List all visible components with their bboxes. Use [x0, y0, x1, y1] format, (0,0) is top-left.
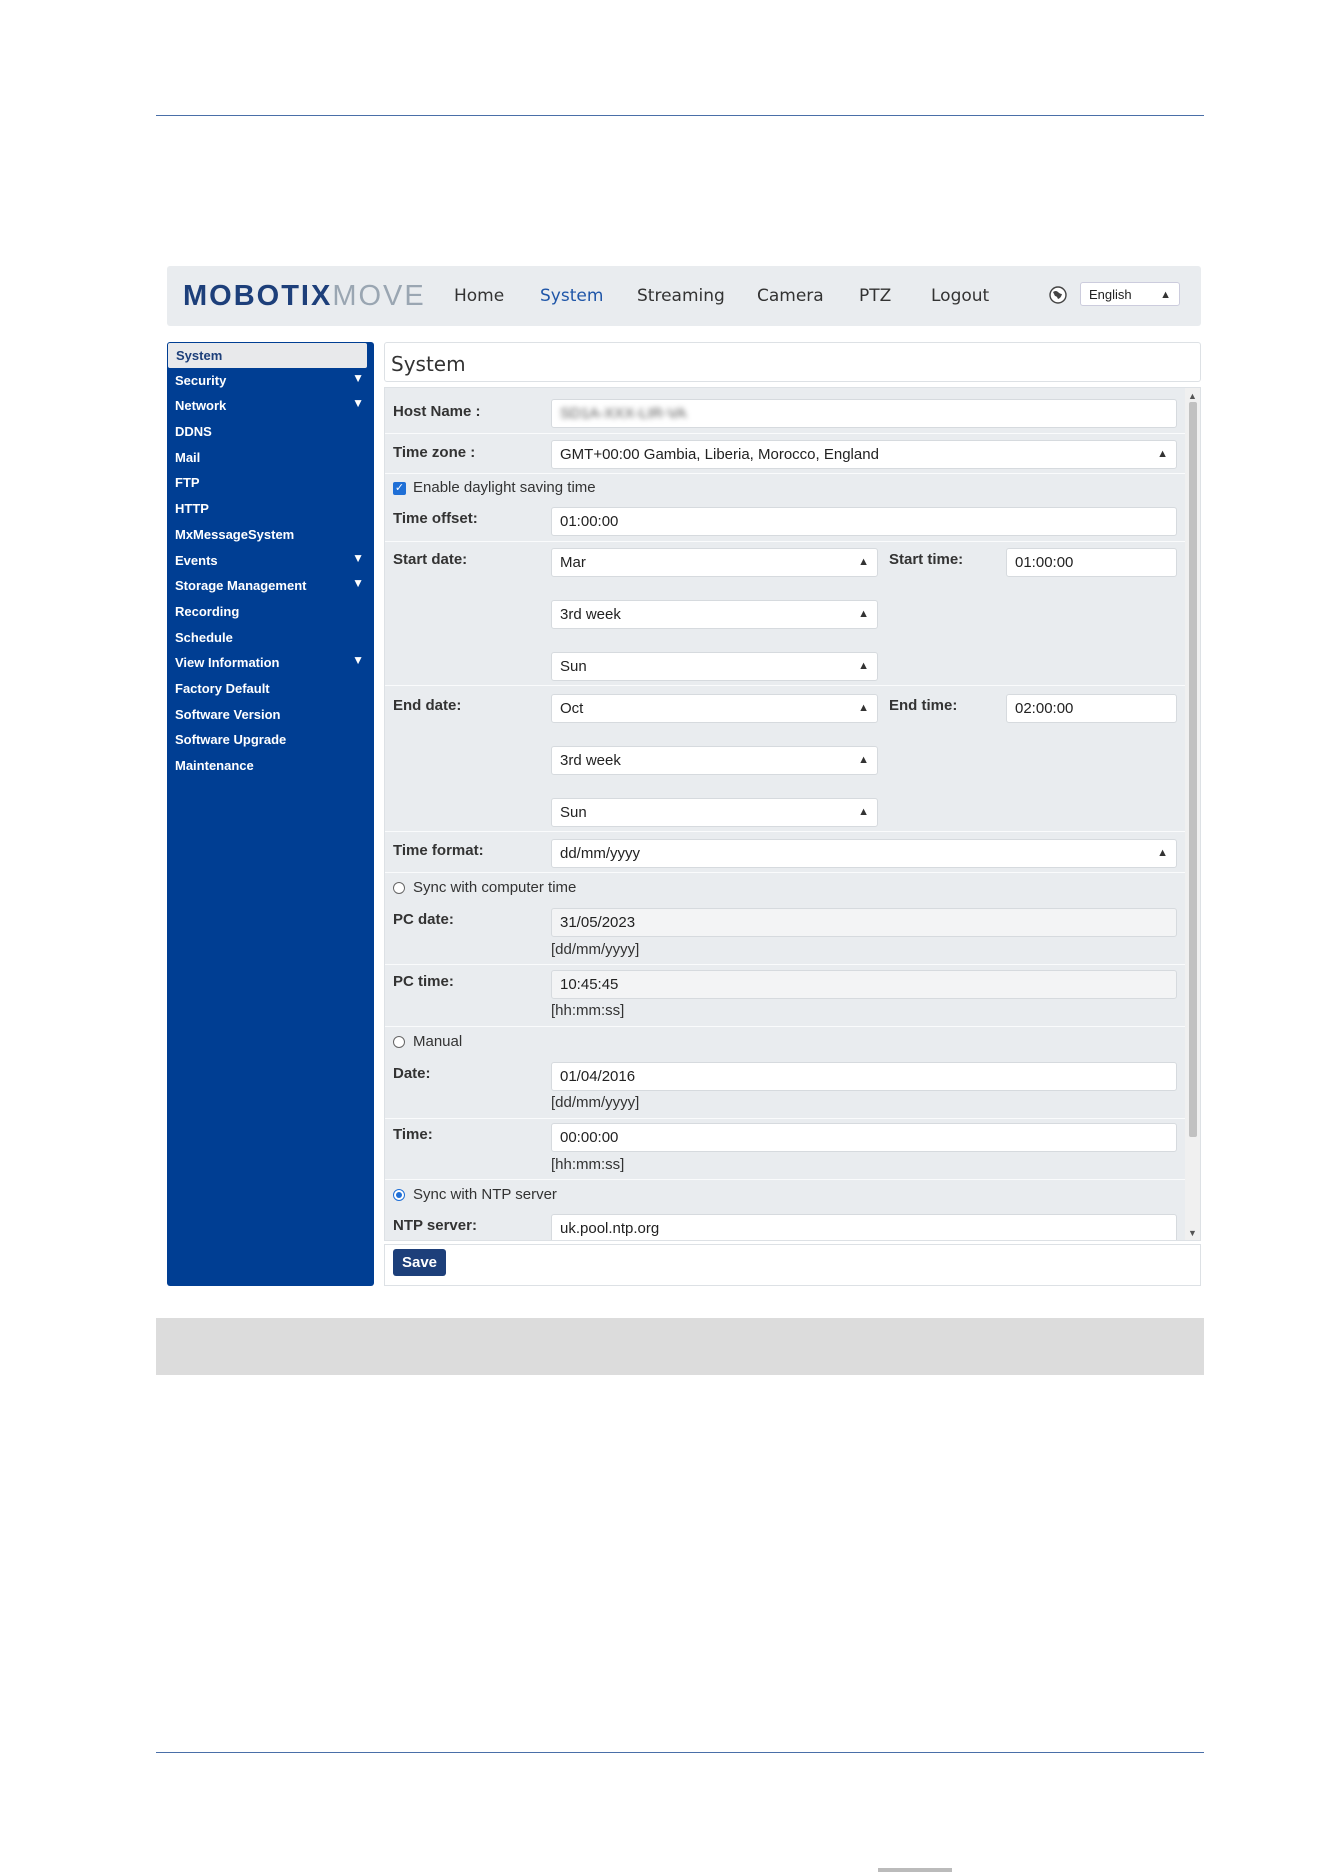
sidebar-item-security[interactable] — [167, 368, 374, 393]
save-bar — [384, 1244, 1201, 1286]
row-divider — [385, 473, 1185, 474]
sidebar-item-maintenance[interactable] — [167, 753, 374, 778]
start-week-select[interactable] — [551, 600, 878, 629]
sidebar-item-label: Events — [175, 553, 218, 568]
row-divider — [385, 1026, 1185, 1027]
end-time-value: 02:00:00 — [1015, 700, 1074, 717]
caret-down-icon: ▼ — [352, 371, 364, 385]
form-background — [385, 388, 1185, 1241]
end-date-label: End date: — [393, 697, 462, 714]
sidebar-item-events[interactable] — [167, 548, 374, 573]
nav-home[interactable]: Home — [454, 286, 505, 306]
mobotix-logo — [183, 280, 426, 313]
start-week-value: 3rd week — [560, 606, 621, 623]
ntp-server-input[interactable] — [551, 1214, 1177, 1241]
sync-pc-label: Sync with computer time — [413, 879, 577, 896]
row-divider — [385, 541, 1185, 542]
pc-date-field — [551, 908, 1177, 937]
sidebar-item-ftp[interactable] — [167, 470, 374, 495]
sidebar-item-label: Mail — [175, 450, 201, 465]
sidebar-item-label: Software Version — [175, 707, 281, 722]
sidebar-item-ddns[interactable] — [167, 419, 374, 444]
globe-icon[interactable] — [1049, 286, 1067, 304]
time-hint: [hh:mm:ss] — [551, 1156, 625, 1173]
page-title-box — [384, 342, 1201, 382]
sidebar-item-label: View Information — [175, 655, 280, 670]
sync-ntp-label: Sync with NTP server — [413, 1186, 557, 1203]
logo-secondary: MOVE — [332, 280, 426, 312]
scrollbar-thumb[interactable] — [1189, 402, 1197, 1137]
updown-icon: ▲︎ — [1157, 448, 1168, 460]
end-day-value: Sun — [560, 804, 587, 821]
sidebar-item-label: HTTP — [175, 501, 209, 516]
row-divider — [385, 433, 1185, 434]
time-zone-value: GMT+00:00 Gambia, Liberia, Morocco, England — [560, 446, 879, 463]
nav-ptz[interactable]: PTZ — [859, 286, 892, 306]
row-divider — [385, 964, 1185, 965]
caption-bar — [156, 1318, 1204, 1375]
sidebar-item-label: System — [176, 348, 223, 363]
updown-icon: ▲︎ — [1157, 847, 1168, 859]
start-day-value: Sun — [560, 658, 587, 675]
time-offset-value: 01:00:00 — [560, 513, 619, 530]
caret-down-icon: ▼ — [352, 653, 364, 667]
updown-icon: ▲︎ — [858, 660, 869, 672]
time-zone-label: Time zone : — [393, 444, 476, 461]
end-month-select[interactable] — [551, 694, 878, 723]
updown-icon: ▲︎ — [858, 556, 869, 568]
nav-camera[interactable]: Camera — [757, 286, 824, 306]
page-title: System — [391, 352, 466, 376]
start-month-select[interactable] — [551, 548, 878, 577]
pc-time-field — [551, 970, 1177, 999]
sidebar-item-mxmessagesystem[interactable] — [167, 522, 374, 547]
sidebar-item-label: Storage Management — [175, 578, 307, 593]
time-offset-input[interactable] — [551, 507, 1177, 536]
scroll-down-icon[interactable]: ▼ — [1188, 1228, 1197, 1238]
sidebar-item-system[interactable] — [168, 343, 367, 368]
end-week-select[interactable] — [551, 746, 878, 775]
time-value: 00:00:00 — [560, 1129, 619, 1146]
sidebar-item-label: Schedule — [175, 630, 233, 645]
ntp-server-value: uk.pool.ntp.org — [560, 1220, 660, 1237]
sidebar-item-view-information[interactable] — [167, 650, 374, 675]
updown-icon: ▲︎ — [1160, 289, 1171, 301]
sidebar-item-label: Recording — [175, 604, 240, 619]
logo-primary: MOBOTIX — [183, 280, 333, 312]
start-month-value: Mar — [560, 554, 586, 571]
ntp-server-label: NTP server: — [393, 1217, 477, 1234]
pc-time-hint: [hh:mm:ss] — [551, 1002, 625, 1019]
sidebar-item-label: DDNS — [175, 424, 212, 439]
date-value: 01/04/2016 — [560, 1068, 636, 1085]
sidebar-item-label: Maintenance — [175, 758, 254, 773]
sidebar-item-label: Network — [175, 398, 227, 413]
top-navbar — [167, 266, 1201, 326]
end-time-label: End time: — [889, 697, 958, 714]
document-footer-rule — [156, 1752, 1204, 1753]
time-input[interactable] — [551, 1123, 1177, 1152]
sidebar-item-label: MxMessageSystem — [175, 527, 295, 542]
time-offset-label: Time offset: — [393, 510, 478, 527]
end-month-value: Oct — [560, 700, 584, 717]
sidebar-item-network[interactable] — [167, 393, 374, 418]
updown-icon: ▲︎ — [858, 754, 869, 766]
time-label: Time: — [393, 1126, 433, 1143]
form-scrollbar[interactable] — [1185, 388, 1201, 1241]
sidebar-item-factory-default[interactable] — [167, 676, 374, 701]
pc-time-value: 10:45:45 — [560, 976, 619, 993]
time-zone-select[interactable] — [551, 440, 1177, 469]
start-time-value: 01:00:00 — [1015, 554, 1074, 571]
host-name-label: Host Name : — [393, 403, 481, 420]
sidebar-item-label: FTP — [175, 475, 200, 490]
row-divider — [385, 685, 1185, 686]
start-date-label: Start date: — [393, 551, 468, 568]
end-week-value: 3rd week — [560, 752, 621, 769]
date-hint: [dd/mm/yyyy] — [551, 1094, 640, 1111]
sync-ntp-radio[interactable] — [393, 1189, 405, 1201]
updown-icon: ▲︎ — [858, 806, 869, 818]
time-format-value: dd/mm/yyyy — [560, 845, 641, 862]
settings-form — [384, 387, 1201, 1241]
pc-date-value: 31/05/2023 — [560, 914, 636, 931]
dst-label: Enable daylight saving time — [413, 479, 596, 496]
sync-pc-radio[interactable] — [393, 882, 405, 894]
time-format-label: Time format: — [393, 842, 484, 859]
host-name-input[interactable] — [551, 399, 1177, 428]
sidebar-item-label: Security — [175, 373, 227, 388]
date-label: Date: — [393, 1065, 431, 1082]
sidebar-item-recording[interactable] — [167, 599, 374, 624]
pc-date-label: PC date: — [393, 911, 454, 928]
updown-icon: ▲︎ — [858, 702, 869, 714]
sidebar-item-mail[interactable] — [167, 445, 374, 470]
pc-date-hint: [dd/mm/yyyy] — [551, 941, 640, 958]
scroll-up-icon[interactable]: ▲ — [1188, 391, 1197, 401]
dst-checkbox[interactable]: ✓ — [394, 482, 405, 494]
start-time-input[interactable] — [1006, 548, 1177, 577]
start-time-label: Start time: — [889, 551, 964, 568]
row-divider — [385, 1179, 1185, 1180]
manual-label: Manual — [413, 1033, 463, 1050]
language-value: English — [1089, 287, 1132, 302]
sidebar-item-http[interactable] — [167, 496, 374, 521]
save-button[interactable]: Save — [393, 1249, 446, 1276]
sidebar-item-schedule[interactable] — [167, 625, 374, 650]
manual-radio[interactable] — [393, 1036, 405, 1048]
app-screenshot — [167, 266, 1201, 1287]
end-time-input[interactable] — [1006, 694, 1177, 723]
pc-time-label: PC time: — [393, 973, 454, 990]
footer-mark — [878, 1868, 952, 1872]
sidebar-item-label: Factory Default — [175, 681, 270, 696]
sidebar-menu — [167, 342, 374, 1286]
sidebar-item-software-upgrade[interactable] — [167, 727, 374, 752]
row-divider — [385, 1118, 1185, 1119]
language-select[interactable] — [1080, 282, 1180, 306]
updown-icon: ▲︎ — [858, 608, 869, 620]
end-day-select[interactable] — [551, 798, 878, 827]
host-name-value: SD1A-XXX-LIR-VA — [560, 405, 687, 422]
caret-down-icon: ▼ — [352, 551, 364, 565]
nav-logout[interactable]: Logout — [931, 286, 990, 306]
caret-down-icon: ▼ — [352, 396, 364, 410]
row-divider — [385, 831, 1185, 832]
sidebar-item-software-version[interactable] — [167, 702, 374, 727]
caret-down-icon: ▼ — [352, 576, 364, 590]
document-header-rule — [156, 115, 1204, 116]
sidebar-item-storage-management[interactable] — [167, 573, 374, 598]
nav-system[interactable]: System — [540, 286, 604, 306]
start-day-select[interactable] — [551, 652, 878, 681]
date-input[interactable] — [551, 1062, 1177, 1091]
nav-streaming[interactable]: Streaming — [637, 286, 725, 306]
sidebar-item-label: Software Upgrade — [175, 732, 287, 747]
time-format-select[interactable] — [551, 839, 1177, 868]
row-divider — [385, 872, 1185, 873]
